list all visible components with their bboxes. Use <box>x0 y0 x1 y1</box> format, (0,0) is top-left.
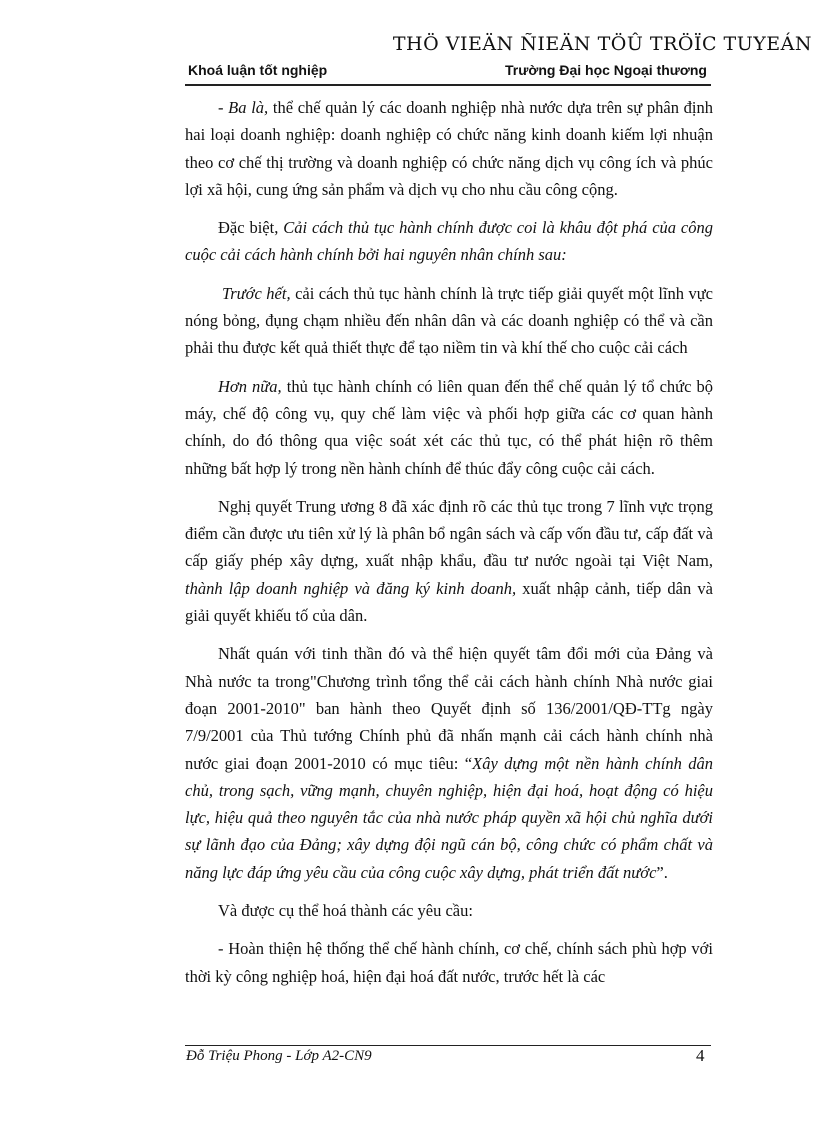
paragraph-italic: thành lập doanh nghiệp và đăng ký kinh doanh, <box>185 578 517 598</box>
paragraph-italic: Cải cách thủ tục hành chính được coi là khâu đột phá của công cuộc cải cách hành chính bởi hai nguyên nhân chính sau: <box>185 218 713 265</box>
paragraph-nghi-quyet <box>185 493 713 629</box>
page-header <box>188 62 710 82</box>
paragraph-truoc-het <box>185 280 713 362</box>
paragraph-text: Nhất quán với tinh thần đó và thể hiện quyết tâm đổi mới của Đảng và Nhà nước ta trong"Chương trình tổng thể cải cách hành chính Nhà nước giai đoạn 2001-2010" ban hành theo Quyết định số 136/2001/QĐ-TTg ngày 7/9/2001 của Thủ tướng Chính phủ đã nhấn mạnh cải cách hành chính nhà nước giai đoạn 2001-2010 có mục tiêu: “ <box>185 644 713 773</box>
footer-author: Đỗ Triệu Phong - Lớp A2-CN9 <box>186 1048 372 1064</box>
paragraph-text: thủ tục hành chính có liên quan đến thể chế quản lý tổ chức bộ máy, chế độ công vụ, quy chế làm việc và phối hợp giữa các cơ quan hành chính, do đó thông qua việc soát xét các thủ tục, có thể phát hiện rõ thêm những bất hợp lý trong nền hành chính để thúc đẩy công cuộc cải cách. <box>185 376 713 478</box>
paragraph-dac-biet <box>185 214 713 269</box>
paragraph-text: thể chế quản lý các doanh nghiệp nhà nước dựa trên sự phân định hai loại doanh nghiệp: doanh nghiệp có chức năng kinh doanh kiếm lợi nhuận theo cơ chế thị trường và doanh nghiệp có chức năng dịch vụ công ích và phúc lợi xã hội, cung ứng sản phẩm và dịch vụ cho nhu cầu công cộng. <box>185 98 713 199</box>
paragraph-lead: Đặc biệt, <box>218 218 284 238</box>
paragraph-text: Nghị quyết Trung ương 8 đã xác định rõ các thủ tục trong 7 lĩnh vực trọng điểm cần được ưu tiên xử lý là phân bổ ngân sách và cấp vốn đầu tư, cấp đất và cấp giấy phép xây dựng, xuất nhập khẩu, đầu tư nước ngoài tại Việt Nam, <box>185 496 713 571</box>
paragraph-text-tail: xuất nhập cảnh, tiếp dân và giải quyết khiếu tố của dân. <box>185 578 713 626</box>
page-body <box>185 94 713 1001</box>
paragraph-hon-nua <box>185 373 713 482</box>
paragraph-hoan-thien: - Hoàn thiện hệ thống thể chế hành chính, cơ chế, chính sách phù hợp với thời kỳ công nghiệp hoá, hiện đại hoá đất nước, trước hết là các <box>185 939 713 986</box>
library-watermark: THÖ VIEÄN ÑIEÄN TÖÛ TRÖÏC TUYEÁN <box>392 33 812 55</box>
paragraph-lead: Trước hết, <box>222 283 291 303</box>
paragraph-lead: Hơn nữa, <box>218 376 282 396</box>
header-thesis-title: Khoá luận tốt nghiệp <box>188 62 328 78</box>
paragraph-yeu-cau: Và được cụ thể hoá thành các yêu cầu: <box>218 901 473 921</box>
paragraph-quote: Xây dựng một nền hành chính dân chủ, trong sạch, vững mạnh, chuyên nghiệp, hiện đại hoá, hoạt động có hiệu lực, hiệu quả theo nguyên tắc của nhà nước pháp quyền xã hội chủ nghĩa dưới sự lãnh đạo của Đảng; xây dựng đội ngũ cán bộ, công chức có phẩm chất và năng lực đáp ứng yêu cầu của công cuộc xây dựng, phát triển đất nước <box>185 753 713 882</box>
paragraph-lead: - Ba là, <box>218 98 269 117</box>
paragraph-nhat-quan <box>185 640 713 886</box>
paragraph-ba-la <box>185 94 713 203</box>
page-number: 4 <box>696 1046 705 1065</box>
paragraph-text: cải cách thủ tục hành chính là trực tiếp giải quyết một lĩnh vực nóng bỏng, đụng chạm nhiều đến nhân dân và các doanh nghiệp có thể và cần phải thu được kết quả thiết thực để tạo niềm tin và khí thế cho cuộc cải cách <box>185 283 713 358</box>
header-rule <box>185 84 711 86</box>
paragraph-text-tail: ”. <box>656 862 668 882</box>
header-university: Trường Đại học Ngoại thương <box>505 62 707 78</box>
footer-rule <box>185 1045 711 1046</box>
